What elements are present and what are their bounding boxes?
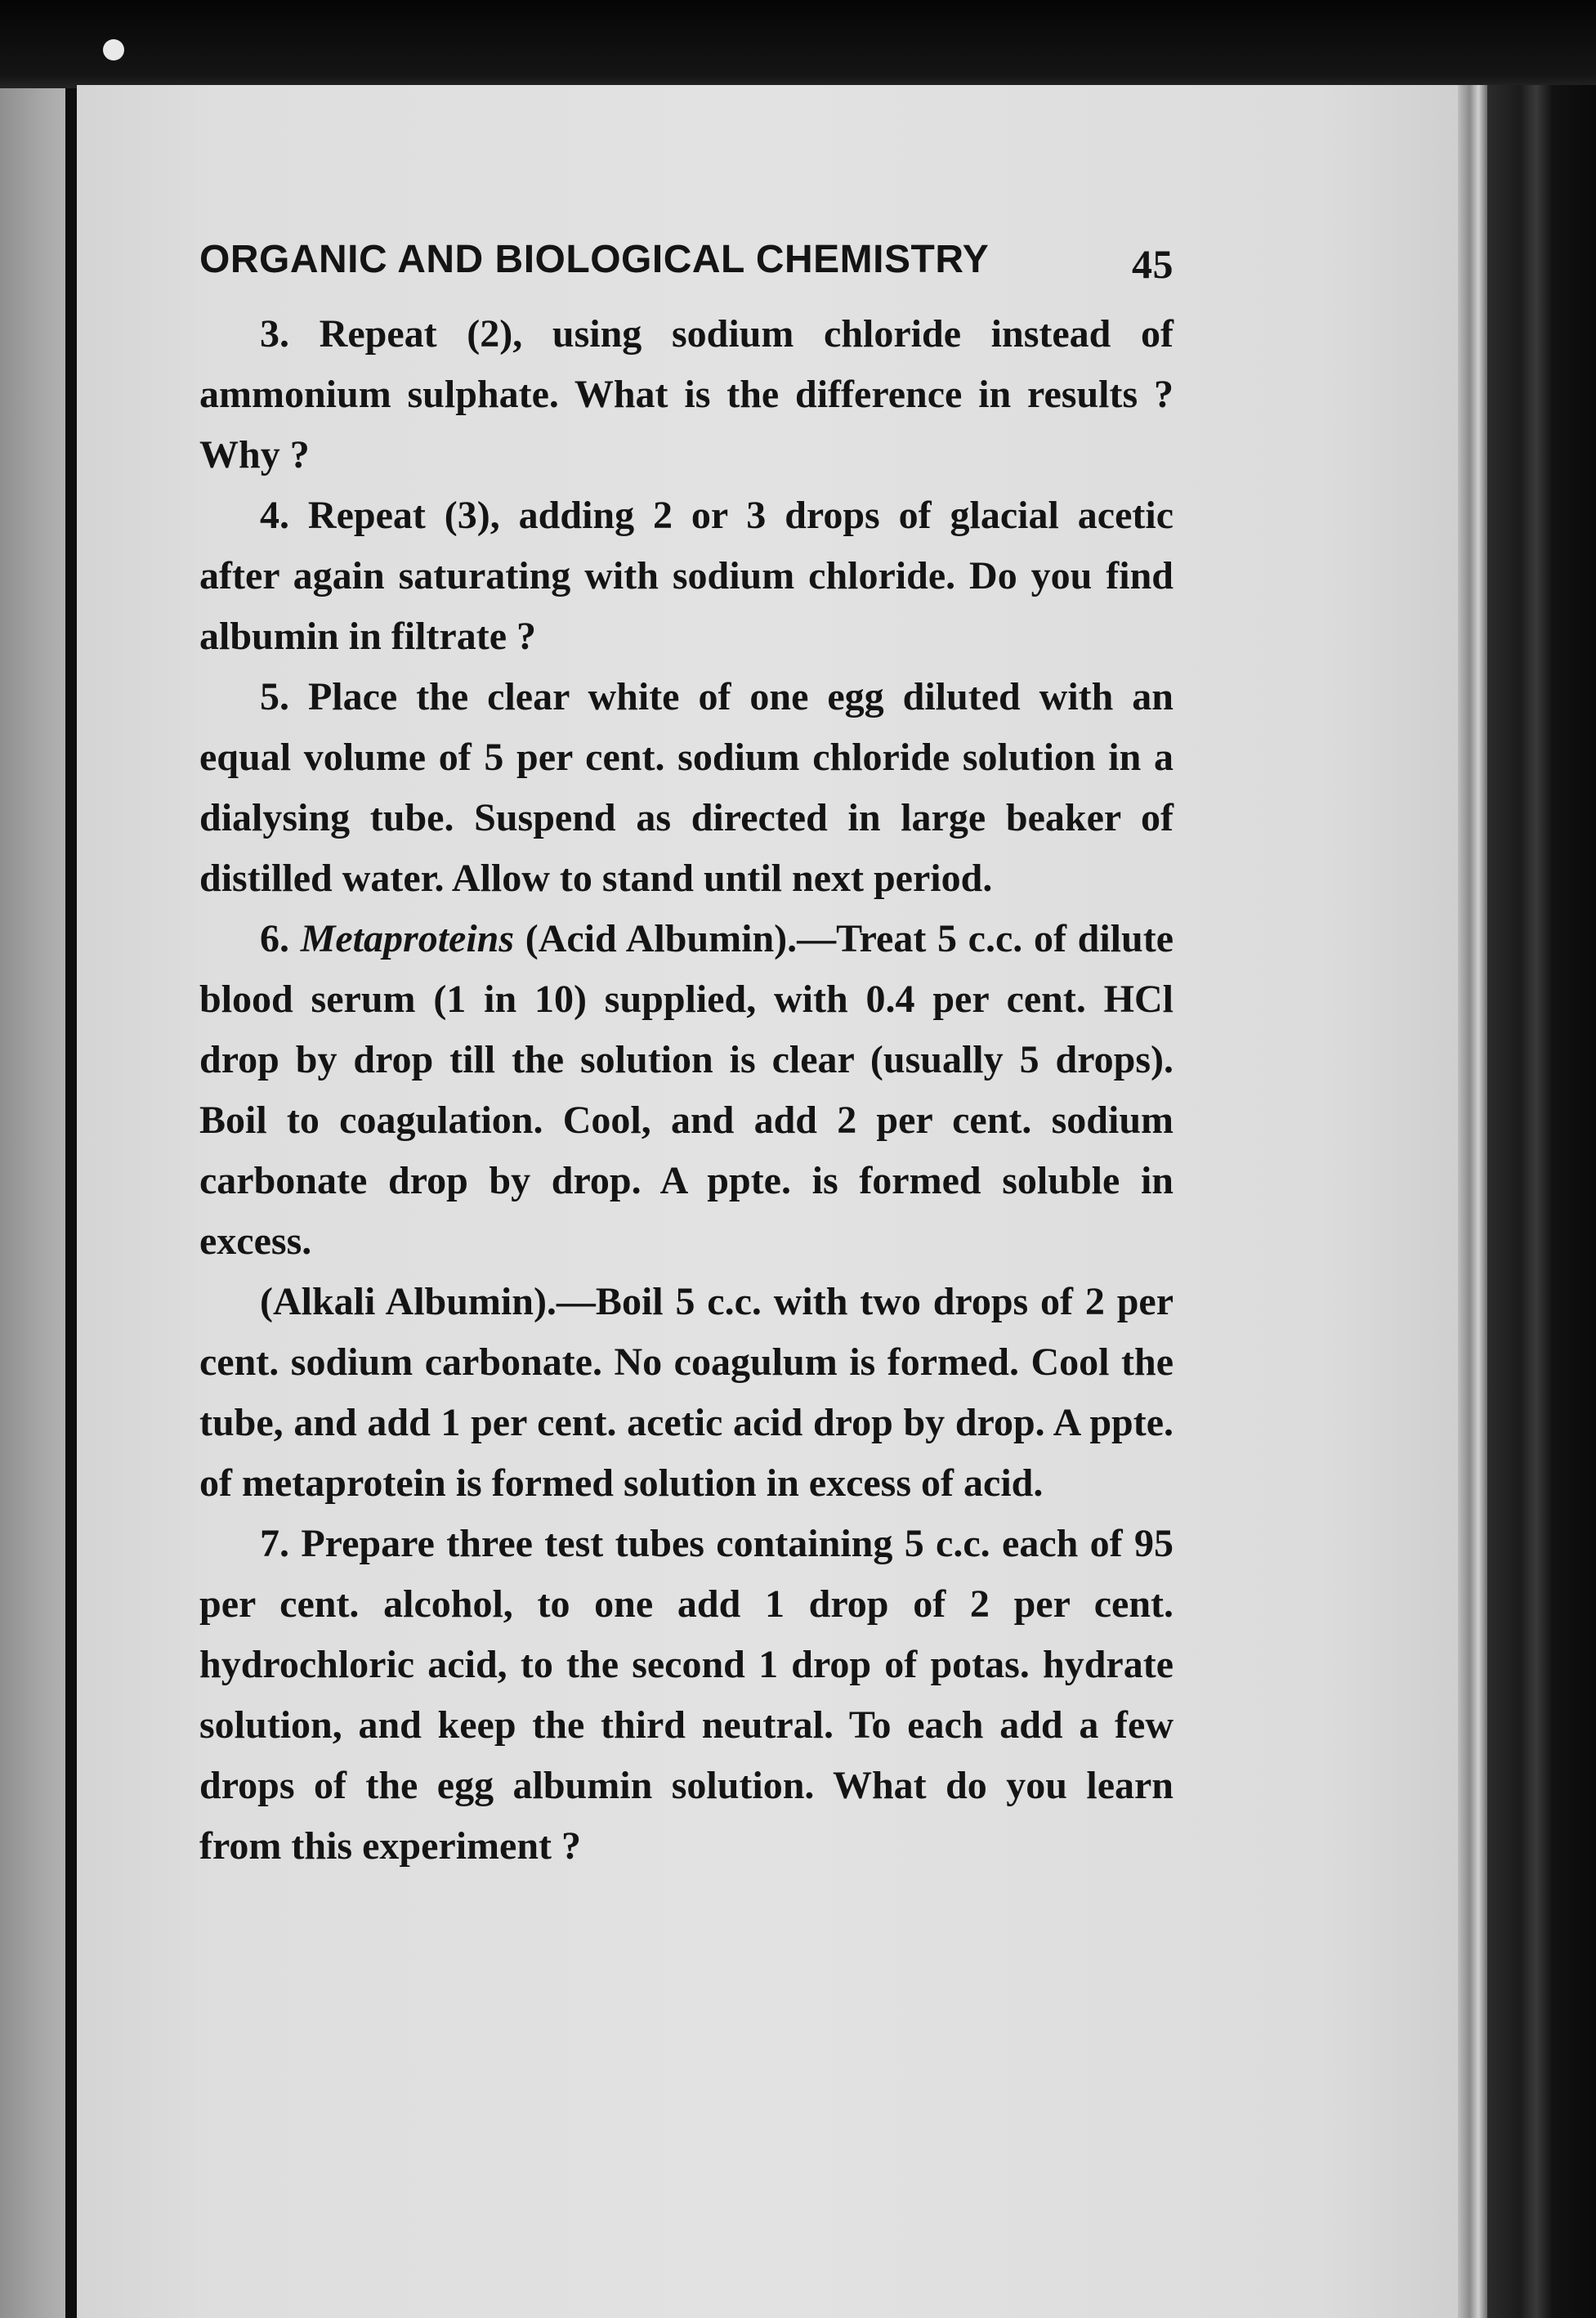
running-head [199,226,1174,304]
running-head-title: ORGANIC AND BIOLOGICAL CHEMISTRY [199,238,990,281]
paragraph-5: 5. Place the clear white of one egg diluted with an equal volume of 5 per cent. sodium chloride solution in a dialysing tube. Suspend as directed in large beaker of distilled water. Allow to stand until next period. [199,675,1174,900]
film-frame-right [1487,85,1596,2318]
paragraph-6 [199,909,1174,1272]
gutter-rule [65,88,77,2318]
film-sprocket-dot [103,39,124,60]
film-frame-top [0,0,1596,94]
facing-page-edge [0,88,72,2318]
paragraph-4: 4. Repeat (3), adding 2 or 3 drops of glacial acetic after again saturating with sodium chloride. Do you find albumin in filtrate ? [199,494,1174,658]
paragraph-alkali-albumin: (Alkali Albumin).—Boil 5 c.c. with two drops of 2 per cent. sodium carbonate. No coagulum is formed. Cool the tube, and add 1 per cent. acetic acid drop by drop. A ppte. of metaprotein is formed solution in excess of acid. [199,1280,1174,1505]
paragraph-6-body: (Acid Albumin).—Treat 5 c.c. of dilute blood serum (1 in 10) supplied, with 0.4 per cent. HCl drop by drop till the solution is clear (usually 5 drops). Boil to coagulation. Cool, and add 2 per cent. sodium carbonate drop by drop. A ppte. is formed soluble in excess. [199,917,1174,1263]
paragraph-6-number: 6. [260,917,301,960]
page-fore-edge [1458,85,1487,2318]
paragraph-3: 3. Repeat (2), using sodium chloride instead of ammonium sulphate. What is the difference in results ? Why ? [199,312,1174,477]
page-text-block [199,226,1174,1877]
paragraph-7: 7. Prepare three test tubes containing 5 c.c. each of 95 per cent. alcohol, to one add 1 drop of 2 per cent. hydrochloric acid, to the second 1 drop of potas. hydrate solution, and keep the third neutral. To each add a few drops of the egg albumin solution. What do you learn from this experiment ? [199,1522,1174,1868]
page-number: 45 [1132,241,1174,287]
paragraph-6-term: Metaproteins [300,917,515,960]
